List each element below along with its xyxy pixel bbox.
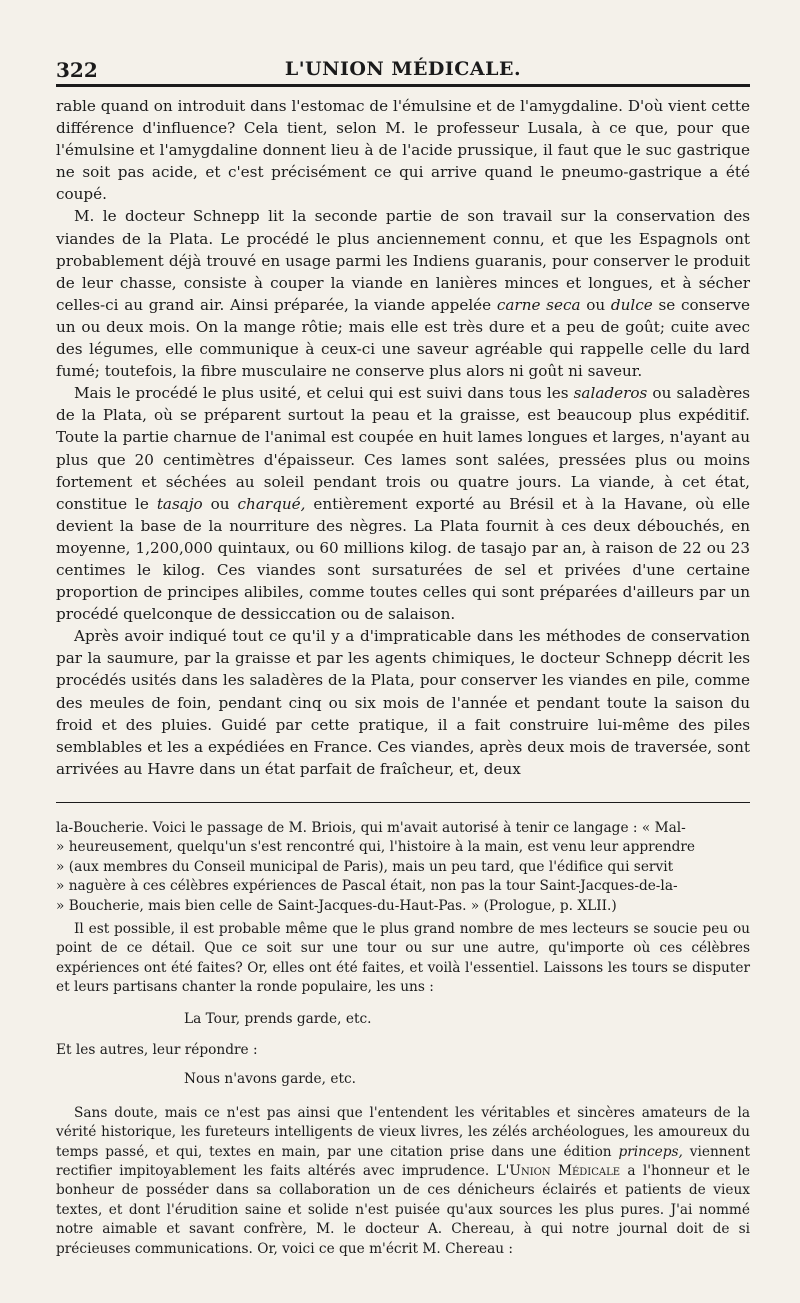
note-quote-line: » naguère à ces célèbres expériences de Pascal était, non pas la tour Saint-Jacques-de-la- [56, 878, 678, 895]
note-quote-line: » heureusement, quelqu'un s'est rencontré qui, l'histoire à la main, est venu leur apprendre [56, 839, 696, 856]
paragraph-4: Après avoir indiqué tout ce qu'il y a d'impraticable dans les méthodes de conservation par la saumure, par la graisse et par les agents chimiques, le docteur Schnepp décrit les procédés usités dans les saladères de la Plata, pour conserver les viandes en pile, comme des meules de foin, pendant cinq ou six mois de l'année et pendant toute la saison du froid et des pluies. Guidé par cette pratique, il a fait construire lui-même des piles semblables et les a expédiées en France. Ces viandes, après deux mois de traversée, sont arrivées au Havre dans un état parfait de fraîcheur, et, deux [56, 627, 750, 778]
term-tasajo: tasajo [156, 494, 203, 513]
paragraph-3-text-d: entièrement exporté au Brésil et à la Havane, où elle devient la base de la nourriture des nègres. La Plata fournit à ces deux débouchés, en moyenne, 1,200,000 quintaux, ou 60 millions kilog. de tasajo par an, à raison de 22 ou 23 centimes le kilog. Ces viandes sont sursaturées de sel et privées d'une certaine proportion de principes alibiles, comme toutes celles qui sont préparées d'ailleurs par un procédé quelconque de dessiccation ou de salaison. [56, 494, 750, 624]
note-4-text-c: a l'honneur et le bonheur de posséder dans sa collaboration un de ces dénicheurs éclairés et patients de vieux textes, et dont l'érudition saine et solide n'est puisée qu'aux sources les plus pures. J'ai nommé notre aimable et savant confrère, M. le docteur A. Chereau, à qui notre journal doit de si précieuses communications. Or, voici ce que m'écrit M. Chereau : [56, 1163, 750, 1257]
term-princeps: princeps, [618, 1143, 683, 1160]
paragraph-3-text-a: Mais le procédé le plus usité, et celui qui est suivi dans tous les [74, 384, 574, 403]
term-saladeros: saladeros [573, 384, 648, 403]
verse-2: Nous n'avons garde, etc. [184, 1071, 356, 1088]
page [56, 56, 750, 1259]
paragraph-2-text-b: ou [580, 295, 611, 314]
note-quote [56, 819, 750, 916]
paragraph-2 [56, 205, 750, 382]
paragraph-2-text-c: se conserve un ou deux mois. On la mange rôtie; mais elle est très dure et a peu de goût; cuite avec des légumes, elle communique à ceux-ci une saveur agréable qui rappelle celle du lard fumé; toutefois, la fibre musculaire ne conserve plus alors ni goût ni saveur. [56, 295, 750, 381]
main-text [56, 95, 750, 780]
running-title: L'UNION MÉDICALE. [284, 58, 522, 80]
note-quote-line: la-Boucherie. Voici le passage de M. Briois, qui m'avait autorisé à tenir ce langage : « Mal- [56, 819, 686, 836]
term-dulce: dulce [610, 295, 653, 314]
term-charque: charqué, [237, 494, 306, 513]
note-quote-line: » (aux membres du Conseil municipal de Paris), mais un peu tard, que l'édifice qui servit [56, 858, 674, 875]
note-4-text-a: Sans doute, mais ce n'est pas ainsi que l'entendent les véritables et sincères amateurs de la vérité historique, les fureteurs intelligents de vieux livres, les zélés archéologues, les amoureux du temps passé, et qui, textes en main, par une citation prise dans une édition [56, 1104, 750, 1160]
note-paragraph-2: Il est possible, il est probable même que le plus grand nombre de mes lecteurs se soucie peu ou point de ce détail. Que ce soit sur une tour ou sur une autre, qu'importe où ces célèbres expériences ont été faites? Or, elles ont été faites, et voilà l'essentiel. Laissons les tours se disputer et leurs partisans chanter la ronde populaire, les uns : [56, 920, 750, 996]
paragraph-3-text-b: ou saladères de la Plata, où se préparent surtout la peau et la graisse, est beaucoup plus expéditif. Toute la partie charnue de l'animal est coupée en huit lames longues et larges, n'ayant au plus que 20 centimètres d'épaisseur. Ces lames sont salées, pressées plus ou moins fortement et séchées au soleil pendant trois ou quatre jours. La viande, à cet état, constitue le [56, 384, 750, 513]
page-header [56, 56, 750, 87]
journal-name: L'Union Médicale [496, 1163, 621, 1179]
paragraph-1: rable quand on introduit dans l'estomac de l'émulsine et de l'amygdaline. D'où vient cette différence d'influence? Cela tient, selon M. le professeur Lusala, à ce que, pour que l'émulsine et l'amygdaline donnent lieu à de l'acide prussique, il faut que le suc gastrique ne soit pas acide, et c'est précisément ce qui arrive quand le pneumo-gastrique a été coupé. [56, 97, 750, 204]
term-carne-seca: carne seca [496, 295, 581, 314]
page-number: 322 [56, 58, 98, 82]
footnote-divider [56, 802, 750, 803]
note-quote-line: » Boucherie, mais bien celle de Saint-Jacques-du-Haut-Pas. » (Prologue, p. XLII.) [56, 897, 617, 914]
verse-1: La Tour, prends garde, etc. [184, 1010, 372, 1027]
note-paragraph-3: Et les autres, leur répondre : [56, 1041, 258, 1058]
note-4-text-b: viennent rectifier impitoyablement les faits altérés avec imprudence. [56, 1143, 750, 1179]
paragraph-3 [56, 382, 750, 625]
note-paragraph-4 [56, 1104, 750, 1259]
paragraph-3-text-c: ou [202, 494, 238, 513]
footnotes [56, 819, 750, 1259]
paragraph-2-text-a: M. le docteur Schnepp lit la seconde partie de son travail sur la conservation des viandes de la Plata. Le procédé le plus anciennement connu, et que les Espagnols ont probablement déjà trouvé en usage parmi les Indiens guaranis, pour conserver le produit de leur chasse, consiste à couper la viande en lanières minces et longues, et à sécher celles-ci au grand air. Ainsi préparée, la viande appelée [56, 207, 750, 314]
